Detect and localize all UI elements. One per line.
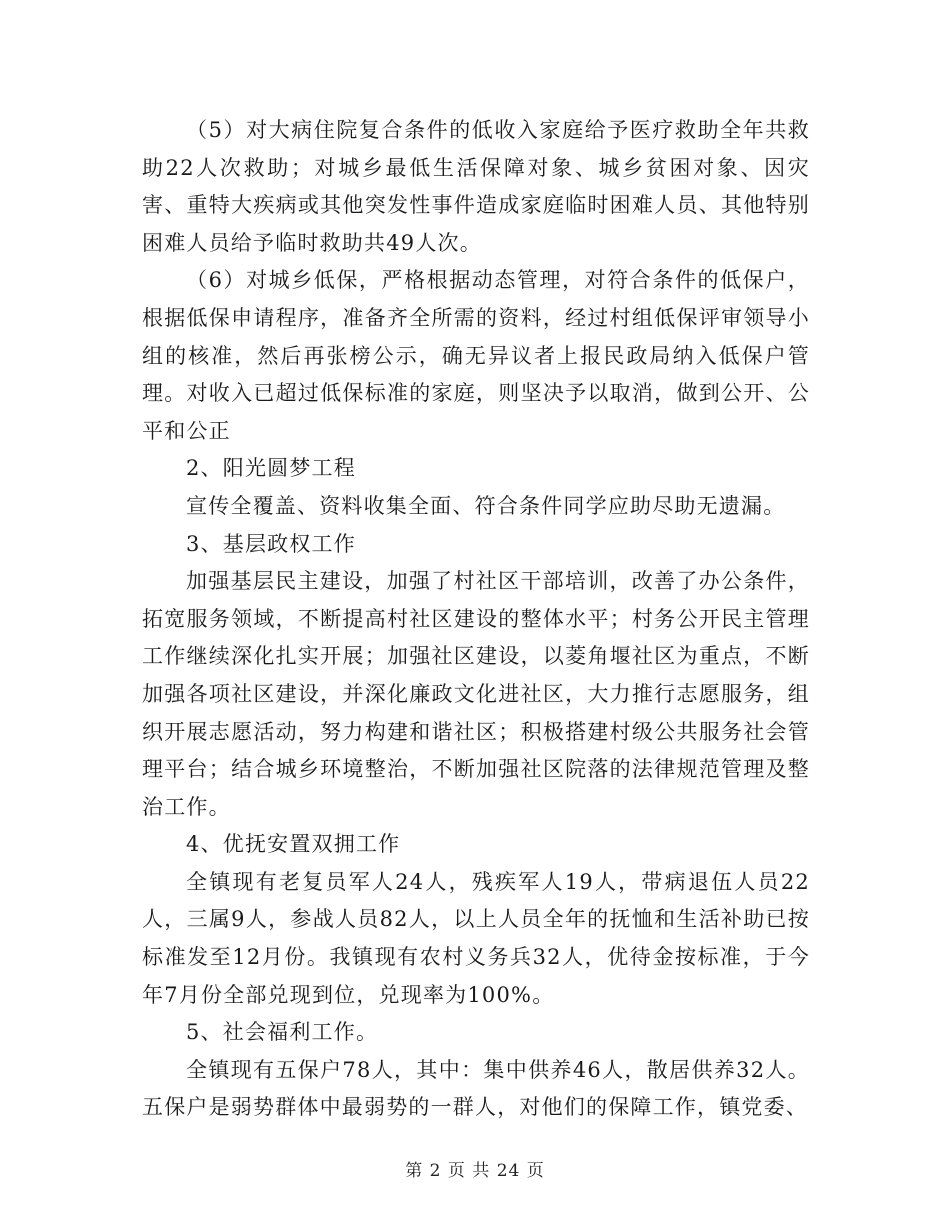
paragraph-veterans: 全镇现有老复员军人24人，残疾军人19人，带病退伍人员22人，三属9人，参战人员82人，以上人员全年的抚恤和生活补助已按标准发至12月份。我镇现有农村义务兵32人，优待金按标准，于今年7月份全部兑现到位，兑现率为100%。: [142, 869, 810, 1007]
section-heading-veterans: 4、优抚安置双拥工作: [186, 832, 401, 857]
paragraph-social-welfare: 全镇现有五保户78人，其中：集中供养46人，散居供养32人。五保户是弱势群体中最弱势的一群人，对他们的保障工作，镇党委、: [142, 1057, 810, 1120]
document-body: [142, 112, 810, 1127]
section-heading-sunshine-dream: 2、阳光圆梦工程: [186, 456, 356, 481]
section-heading-grassroots: 3、基层政权工作: [186, 531, 356, 556]
paragraph-grassroots: 加强基层民主建设，加强了村社区干部培训，改善了办公条件，拓宽服务领域，不断提高村社区建设的整体水平；村务公开民主管理工作继续深化扎实开展；加强社区建设，以菱角堰社区为重点，不断加强各项社区建设，并深化廉政文化进社区，大力推行志愿服务，组织开展志愿活动，努力构建和谐社区；积极搭建村级公共服务社会管理平台；结合城乡环境整治，不断加强社区院落的法律规范管理及整治工作。: [142, 569, 810, 819]
paragraph-medical-aid: （5）对大病住院复合条件的低收入家庭给予医疗救助全年共救助22人次救助；对城乡最低生活保障对象、城乡贫困对象、因灾害、重特大疾病或其他突发性事件造成家庭临时困难人员、其他特别困难人员给予临时救助共49人次。: [142, 118, 810, 255]
paragraph-low-income-management: （6）对城乡低保，严格根据动态管理，对符合条件的低保户，根据低保申请程序，准备齐全所需的资料，经过村组低保评审领导小组的核准，然后再张榜公示，确无异议者上报民政局纳入低保户管理。对收入已超过低保标准的家庭，则坚决予以取消，做到公开、公平和公正: [142, 268, 810, 443]
section-heading-social-welfare: 5、社会福利工作。: [186, 1020, 379, 1045]
page-number-footer: 第 2 页 共 24 页: [405, 1161, 545, 1181]
paragraph-sunshine-dream: 宣传全覆盖、资料收集全面、符合条件同学应助尽助无遗漏。: [186, 493, 786, 518]
